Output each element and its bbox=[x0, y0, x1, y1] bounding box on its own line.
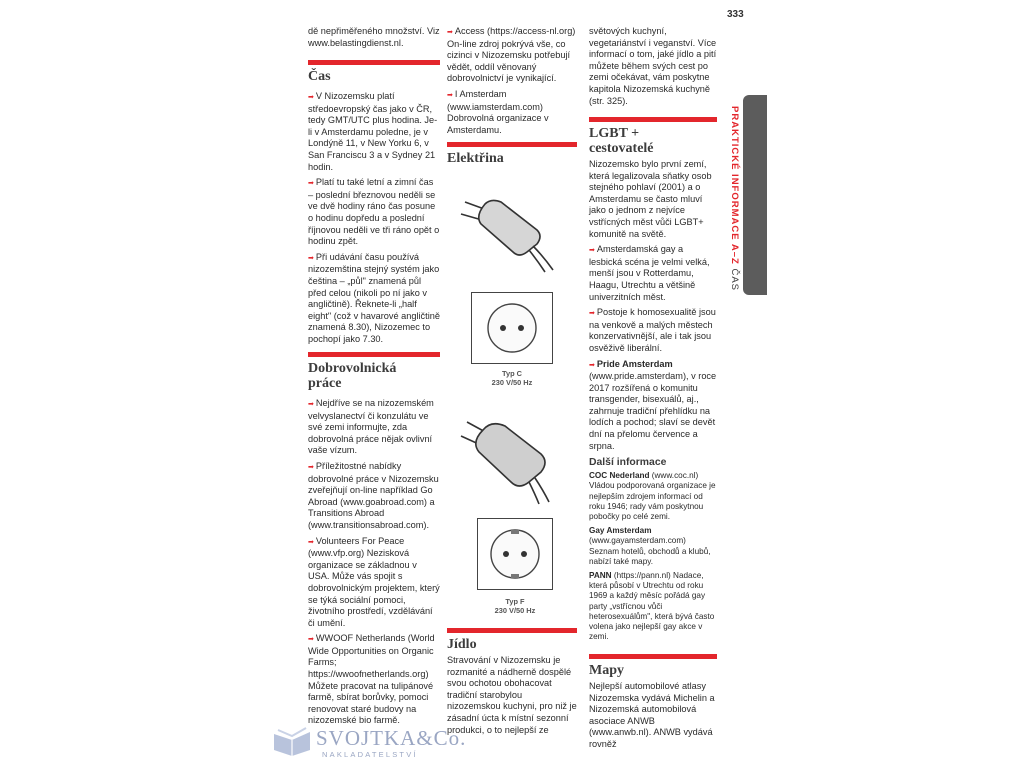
list-item: ➡ V Nizozemsku platí středoevropský čas jako v ČR, tedy GMT/UTC plus hodina. Je-li v Amsterdamu poledne, je v Londýně 11, v New Yorku 6, v San Franciscu 3 a v Sydney 21 hodin. bbox=[308, 91, 438, 172]
arrow-icon: ➡ bbox=[589, 247, 595, 255]
section-jidlo bbox=[447, 628, 577, 740]
heading-lgbt: LGBT + cestovatelé bbox=[589, 126, 654, 156]
socket-c-icon bbox=[471, 292, 553, 364]
section-lgbt bbox=[589, 117, 717, 647]
arrow-icon: ➡ bbox=[308, 180, 314, 188]
jidlo-text: Stravování v Nizozemsku je rozmanité a nádherně dospělé svou ochotou obohacovat tradiční starobylou nizozemskou kuchyni, pro niž je zásadní úcta k místní sezonní produkci, o to nejlepší ze bbox=[447, 655, 577, 735]
list-item: ➡ Volunteers For Peace (www.vfp.org) Nezisková organizace se základnou v USA. Může vás spojit s dobrovolnickým projektem, který se týká sociální pomoci, životního prostředí, vzdělávání či umění. bbox=[308, 535, 440, 628]
arrow-icon: ➡ bbox=[308, 463, 314, 471]
heading-jidlo: Jídlo bbox=[447, 637, 477, 652]
section-tab bbox=[743, 95, 767, 295]
mapy-text: Nejlepší automobilové atlasy Nizozemska vydává Michelin a Nizozemská automobilová asociace ANWB (www.anwb.nl). ANWB vydává rovněž bbox=[589, 681, 715, 749]
col3-intro: světových kuchyní, vegetariánství i veganství. Více informací o tom, jaké jídlo a pití můžete během svých cest po zemi očekávat, vám poskytne kapitola Nizozemská kuchyně (str. 325). bbox=[589, 26, 717, 106]
heading-cas: Čas bbox=[308, 69, 331, 84]
list-item: ➡ WWOOF Netherlands (World Wide Opportunities on Organic Farms; https://wwoofnetherlands.org) Můžete pracovat na tulipánové farmě, sbírat borůvky, pomoci renovovat staré budovy na nizozemské bio farmě. bbox=[308, 633, 435, 726]
arrow-icon: ➡ bbox=[589, 361, 595, 369]
caption-typ-c: Typ C 230 V/50 Hz bbox=[491, 369, 533, 387]
section-cas bbox=[308, 60, 440, 349]
info-entry: COC Nederland (www.coc.nl) Vládou podporovaná organizace je nejlepším zdrojem informací od roku 1946; rady vám poskytnou pobočky po celé zemi. bbox=[589, 471, 716, 522]
arrow-icon: ➡ bbox=[308, 636, 314, 644]
plug-f-icon bbox=[457, 410, 572, 505]
section-elektrina bbox=[447, 142, 577, 169]
heading-elektrina: Elektřina bbox=[447, 151, 504, 166]
arrow-icon: ➡ bbox=[308, 94, 314, 101]
logo-sub: NAKLADATELSTVÍ bbox=[322, 750, 418, 759]
plug-c-icon bbox=[457, 180, 572, 275]
arrow-icon: ➡ bbox=[308, 401, 314, 408]
info-entry: Gay Amsterdam (www.gayamsterdam.com) Seznam hotelů, obchodů a klubů, nabízí také mapy. bbox=[589, 526, 711, 566]
list-item: ➡ Nejdříve se na nizozemském velvyslanectví či konzulátu ve své zemi informujte, zda dobrovolná práce nějak ovlivní vaše vízum. bbox=[308, 398, 434, 456]
list-item: ➡ Access (https://access-nl.org) On-line zdroj pokrývá vše, co cizinci v Nizozemsku potřebují vědět, oddíl věnovaný dobrovolnictví je vynikající. bbox=[447, 26, 576, 84]
heading-dalsi-informace: Další informace bbox=[589, 457, 667, 469]
section-dobrovolnicka bbox=[308, 352, 440, 731]
info-entry: PANN (https://pann.nl) Nadace, která působí v Utrechtu od roku 1969 a každý měsíc pořádá gay party „vstřícnou vůči heterosexuálům", která bývá často volena jako nejlepší gay akce v zemi. bbox=[589, 571, 715, 642]
book-icon bbox=[270, 724, 314, 758]
publisher-logo bbox=[270, 724, 467, 764]
heading-dobrovolnicka: Dobrovolnická práce bbox=[308, 361, 397, 391]
lgbt-text: Nizozemsko bylo první zemí, která legalizovala sňatky osob stejného pohlaví (2001) a o Amsterdamu se často mluví jako o jednom z nejvíce vstřícných měst vůči LGBT+ komunitě na světě. bbox=[589, 159, 712, 239]
col1-intro: dě nepřiměřeného množství. Viz www.belastingdienst.nl. bbox=[308, 26, 440, 48]
arrow-icon: ➡ bbox=[589, 310, 595, 318]
list-item: ➡ Platí tu také letní a zimní čas – poslední březnovou neděli se ve dvě hodiny ráno čas posune o hodinu dopředu a poslední říjnovou neděli ve tři ráno opět o hodinu zpět. bbox=[308, 177, 440, 247]
list-item: ➡ I Amsterdam (www.iamsterdam.com) Dobrovolná organizace v Amsterdamu. bbox=[447, 88, 549, 135]
socket-f-icon bbox=[477, 518, 553, 590]
heading-mapy: Mapy bbox=[589, 663, 624, 678]
arrow-icon: ➡ bbox=[447, 91, 453, 99]
logo-name: SVOJTKA&Co. bbox=[316, 726, 467, 750]
col2-links bbox=[447, 26, 577, 140]
arrow-icon: ➡ bbox=[308, 538, 314, 546]
list-item: ➡ Příležitostné nabídky dobrovolné práce v Nizozemsku zveřejňují on-line například Go Abroad (www.goabroad.com) a Transitions Abroad (www.transitionsabroad.com). bbox=[308, 460, 439, 530]
list-item: ➡ Pride Amsterdam (www.pride.amsterdam), v roce 2017 rozšířená o komunitu transgender, bisexuálů, aj., zahrnuje tradiční přehlídku na lodích a pochod; slaví se devět dní na přelomu července a srpna. bbox=[589, 358, 717, 451]
page-number: 333 bbox=[727, 9, 744, 20]
side-label: PRAKTICKÉ INFORMACE A–Z ČAS bbox=[729, 106, 740, 292]
caption-typ-f: Typ F 230 V/50 Hz bbox=[494, 597, 536, 615]
arrow-icon: ➡ bbox=[447, 29, 453, 36]
arrow-icon: ➡ bbox=[308, 254, 314, 262]
section-mapy bbox=[589, 654, 717, 755]
list-item: ➡ Při udávání času používá nizozemština stejný systém jako čeština – „půl" znamená půl před celou (nikoli po ní jako v angličtině). Řeknete-li „half eight" (což v havarové angličtině znamená 8.30), Nizozemec to pochopí jako 7.30. bbox=[308, 251, 440, 344]
list-item: ➡ Amsterdamská gay a lesbická scéna je velmi velká, menší jsou v Rotterdamu, Haagu, Utrechtu a většině univerzitních měst. bbox=[589, 244, 710, 302]
list-item: ➡ Postoje k homosexualitě jsou na venkově a malých městech konzervativnější, ale i tak jsou osvěživě liberální. bbox=[589, 307, 716, 353]
